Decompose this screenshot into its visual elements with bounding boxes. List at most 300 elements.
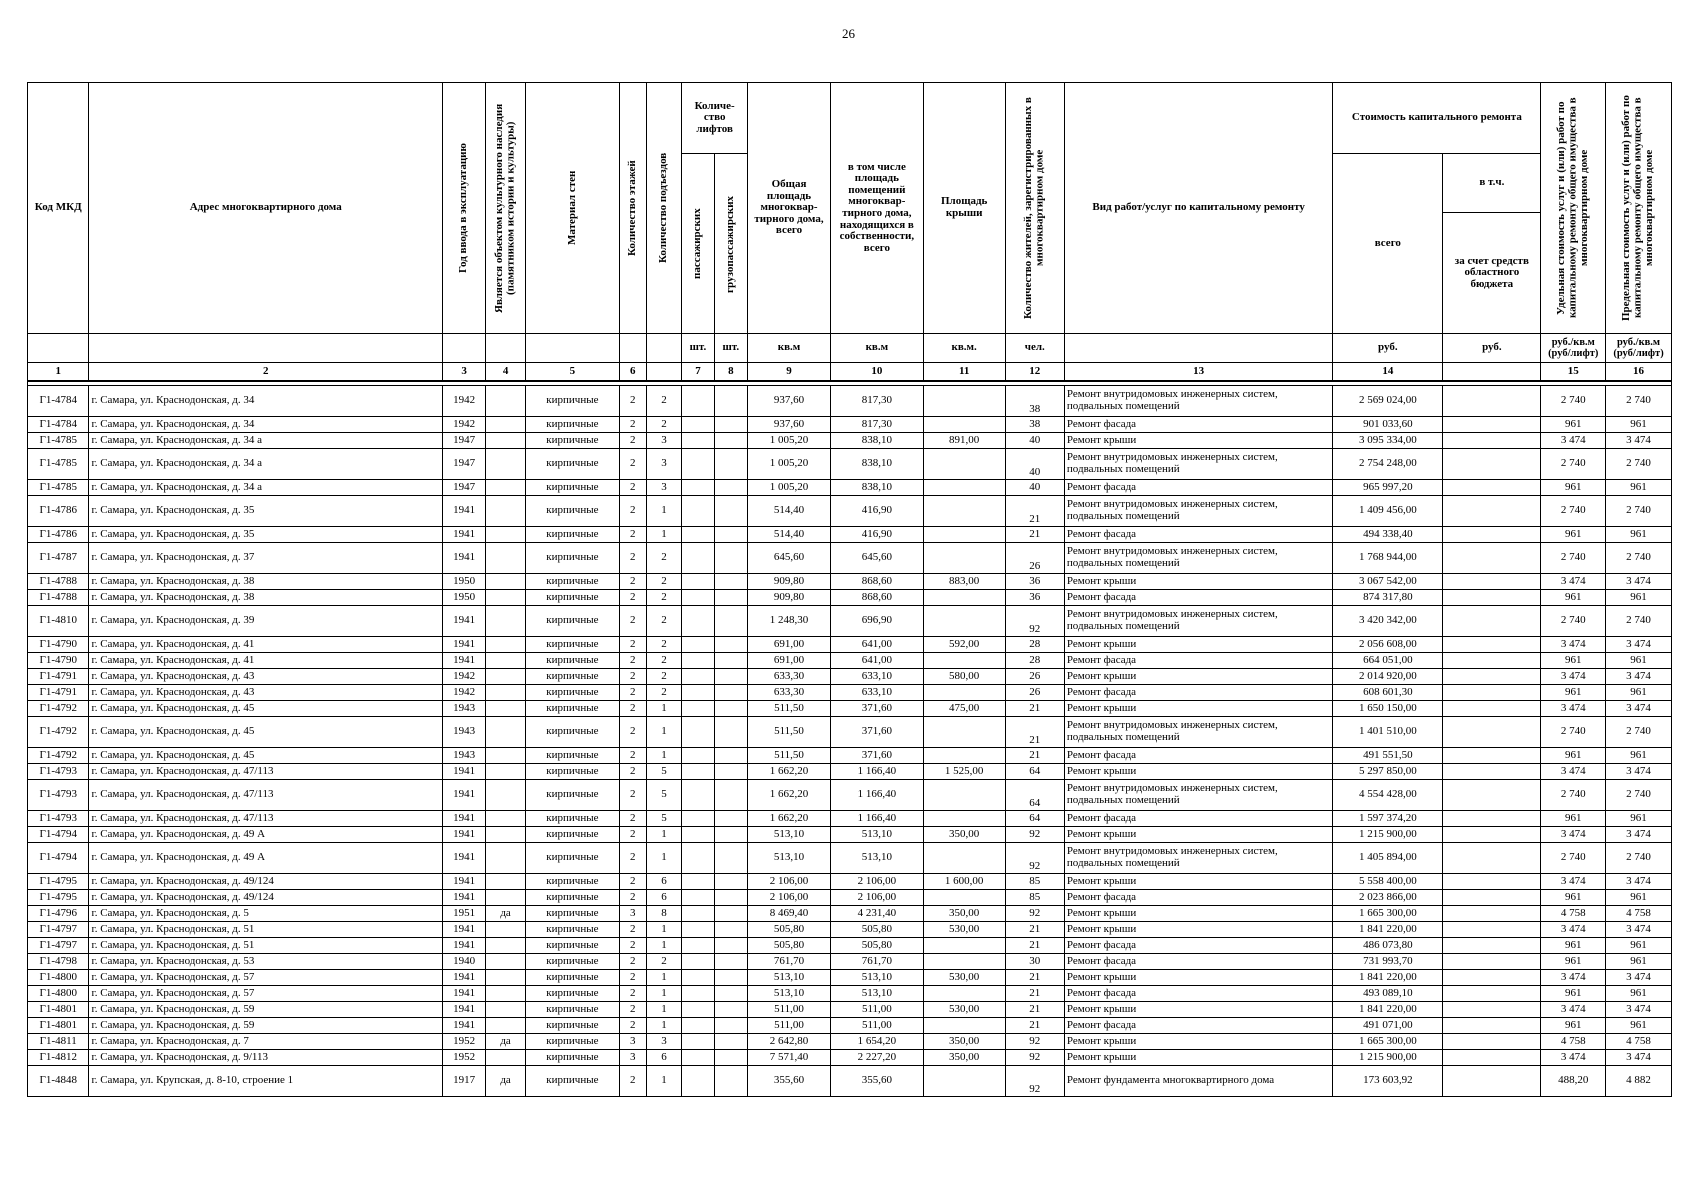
row-work-type: Ремонт фасада bbox=[1064, 954, 1332, 970]
row-owned-area: 1 166,40 bbox=[831, 811, 924, 827]
row-code: Г1-4791 bbox=[28, 685, 89, 701]
table-row bbox=[28, 527, 1672, 543]
row-floors: 2 bbox=[619, 496, 646, 527]
row-residents: 92 bbox=[1005, 606, 1064, 637]
row-lifts-cargo bbox=[714, 1034, 747, 1050]
row-heritage bbox=[486, 685, 526, 701]
row-roof-area bbox=[923, 954, 1005, 970]
row-work-type: Ремонт фасада bbox=[1064, 938, 1332, 954]
col-number: 11 bbox=[923, 363, 1005, 382]
row-total-area: 511,50 bbox=[748, 717, 831, 748]
row-unit-cost: 2 740 bbox=[1541, 386, 1606, 417]
row-cost-total: 2 056 608,00 bbox=[1333, 637, 1443, 653]
row-material: кирпичные bbox=[526, 874, 620, 890]
table-row bbox=[28, 811, 1672, 827]
row-max-cost: 3 474 bbox=[1606, 637, 1672, 653]
row-year: 1943 bbox=[443, 748, 486, 764]
row-material: кирпичные bbox=[526, 1034, 620, 1050]
row-total-area: 2 106,00 bbox=[748, 890, 831, 906]
row-cost-regional bbox=[1443, 637, 1541, 653]
row-unit-cost: 4 758 bbox=[1541, 906, 1606, 922]
row-material: кирпичные bbox=[526, 685, 620, 701]
row-residents: 92 bbox=[1005, 1050, 1064, 1066]
row-material: кирпичные bbox=[526, 780, 620, 811]
row-material: кирпичные bbox=[526, 906, 620, 922]
row-cost-regional bbox=[1443, 653, 1541, 669]
row-year: 1941 bbox=[443, 543, 486, 574]
row-heritage bbox=[486, 764, 526, 780]
row-residents: 21 bbox=[1005, 717, 1064, 748]
row-unit-cost: 3 474 bbox=[1541, 669, 1606, 685]
header-heritage: Является объектом культурного наследия (памятником истории и культуры) bbox=[493, 103, 517, 313]
row-address: г. Самара, ул. Краснодонская, д. 35 bbox=[89, 527, 443, 543]
col-number: 1 bbox=[28, 363, 89, 382]
row-cost-total: 1 768 944,00 bbox=[1333, 543, 1443, 574]
row-cost-regional bbox=[1443, 954, 1541, 970]
row-unit-cost: 488,20 bbox=[1541, 1066, 1606, 1097]
row-cost-total: 2 023 866,00 bbox=[1333, 890, 1443, 906]
row-cost-regional bbox=[1443, 906, 1541, 922]
row-code: Г1-4788 bbox=[28, 574, 89, 590]
table-row bbox=[28, 496, 1672, 527]
row-code: Г1-4794 bbox=[28, 827, 89, 843]
row-entrances: 3 bbox=[646, 1034, 682, 1050]
row-max-cost: 961 bbox=[1606, 417, 1672, 433]
row-code: Г1-4798 bbox=[28, 954, 89, 970]
row-owned-area: 4 231,40 bbox=[831, 906, 924, 922]
row-unit-cost: 961 bbox=[1541, 811, 1606, 827]
header-address: Адрес многоквартирного дома bbox=[89, 83, 443, 334]
row-total-area: 909,80 bbox=[748, 590, 831, 606]
row-max-cost: 961 bbox=[1606, 527, 1672, 543]
header-roof-area: Площадь крыши bbox=[923, 83, 1005, 334]
row-lifts-passenger bbox=[682, 606, 714, 637]
row-year: 1941 bbox=[443, 811, 486, 827]
header-lifts-passenger: пассажирских bbox=[691, 208, 704, 279]
row-unit-cost: 2 740 bbox=[1541, 780, 1606, 811]
row-total-area: 937,60 bbox=[748, 417, 831, 433]
header-residents: Количество жителей, зарегистрированных в многоквартирном доме bbox=[1022, 97, 1046, 319]
row-floors: 3 bbox=[619, 906, 646, 922]
row-owned-area: 1 166,40 bbox=[831, 780, 924, 811]
row-cost-regional bbox=[1443, 764, 1541, 780]
row-year: 1917 bbox=[443, 1066, 486, 1097]
row-lifts-cargo bbox=[714, 954, 747, 970]
row-cost-total: 1 665 300,00 bbox=[1333, 906, 1443, 922]
row-material: кирпичные bbox=[526, 386, 620, 417]
row-max-cost: 3 474 bbox=[1606, 1002, 1672, 1018]
row-owned-area: 511,00 bbox=[831, 1002, 924, 1018]
row-year: 1941 bbox=[443, 1002, 486, 1018]
row-lifts-passenger bbox=[682, 653, 714, 669]
row-floors: 2 bbox=[619, 748, 646, 764]
row-lifts-passenger bbox=[682, 827, 714, 843]
row-work-type: Ремонт крыши bbox=[1064, 637, 1332, 653]
row-owned-area: 2 227,20 bbox=[831, 1050, 924, 1066]
row-residents: 21 bbox=[1005, 970, 1064, 986]
row-roof-area bbox=[923, 748, 1005, 764]
row-owned-area: 513,10 bbox=[831, 843, 924, 874]
row-total-area: 1 005,20 bbox=[748, 480, 831, 496]
row-entrances: 6 bbox=[646, 890, 682, 906]
row-max-cost: 961 bbox=[1606, 480, 1672, 496]
row-year: 1941 bbox=[443, 938, 486, 954]
row-total-area: 633,30 bbox=[748, 685, 831, 701]
row-address: г. Самара, ул. Краснодонская, д. 59 bbox=[89, 1002, 443, 1018]
table-row bbox=[28, 938, 1672, 954]
row-residents: 21 bbox=[1005, 748, 1064, 764]
row-material: кирпичные bbox=[526, 543, 620, 574]
row-max-cost: 2 740 bbox=[1606, 606, 1672, 637]
row-cost-regional bbox=[1443, 669, 1541, 685]
table-row bbox=[28, 574, 1672, 590]
row-lifts-cargo bbox=[714, 717, 747, 748]
row-lifts-passenger bbox=[682, 922, 714, 938]
row-lifts-cargo bbox=[714, 986, 747, 1002]
row-cost-regional bbox=[1443, 717, 1541, 748]
row-roof-area bbox=[923, 1066, 1005, 1097]
row-cost-total: 1 597 374,20 bbox=[1333, 811, 1443, 827]
row-owned-area: 511,00 bbox=[831, 1018, 924, 1034]
row-total-area: 514,40 bbox=[748, 527, 831, 543]
row-heritage bbox=[486, 970, 526, 986]
row-lifts-passenger bbox=[682, 386, 714, 417]
unit-rub-sqm: руб./кв.м (руб/лифт) bbox=[1541, 334, 1606, 363]
row-unit-cost: 961 bbox=[1541, 890, 1606, 906]
table-row bbox=[28, 922, 1672, 938]
row-address: г. Самара, ул. Краснодонская, д. 45 bbox=[89, 748, 443, 764]
row-year: 1947 bbox=[443, 449, 486, 480]
table-row bbox=[28, 653, 1672, 669]
row-lifts-cargo bbox=[714, 1018, 747, 1034]
row-cost-regional bbox=[1443, 543, 1541, 574]
row-heritage bbox=[486, 780, 526, 811]
row-address: г. Самара, ул. Краснодонская, д. 47/113 bbox=[89, 780, 443, 811]
row-material: кирпичные bbox=[526, 827, 620, 843]
row-heritage bbox=[486, 954, 526, 970]
row-unit-cost: 3 474 bbox=[1541, 874, 1606, 890]
header-material: Материал стен bbox=[565, 170, 578, 246]
row-lifts-cargo bbox=[714, 480, 747, 496]
row-residents: 92 bbox=[1005, 827, 1064, 843]
table-row bbox=[28, 1018, 1672, 1034]
row-entrances: 1 bbox=[646, 717, 682, 748]
row-material: кирпичные bbox=[526, 1050, 620, 1066]
table-row bbox=[28, 970, 1672, 986]
row-max-cost: 961 bbox=[1606, 938, 1672, 954]
row-residents: 92 bbox=[1005, 1066, 1064, 1097]
row-lifts-passenger bbox=[682, 449, 714, 480]
row-material: кирпичные bbox=[526, 653, 620, 669]
row-year: 1941 bbox=[443, 780, 486, 811]
col-number bbox=[646, 363, 682, 382]
row-unit-cost: 2 740 bbox=[1541, 606, 1606, 637]
row-cost-regional bbox=[1443, 386, 1541, 417]
row-entrances: 1 bbox=[646, 970, 682, 986]
row-floors: 2 bbox=[619, 653, 646, 669]
row-material: кирпичные bbox=[526, 1018, 620, 1034]
row-total-area: 8 469,40 bbox=[748, 906, 831, 922]
row-max-cost: 3 474 bbox=[1606, 874, 1672, 890]
row-material: кирпичные bbox=[526, 701, 620, 717]
row-lifts-passenger bbox=[682, 637, 714, 653]
row-cost-total: 965 997,20 bbox=[1333, 480, 1443, 496]
row-lifts-passenger bbox=[682, 780, 714, 811]
row-owned-area: 355,60 bbox=[831, 1066, 924, 1097]
row-owned-area: 2 106,00 bbox=[831, 890, 924, 906]
row-unit-cost: 3 474 bbox=[1541, 970, 1606, 986]
row-roof-area: 350,00 bbox=[923, 1050, 1005, 1066]
row-roof-area bbox=[923, 685, 1005, 701]
row-owned-area: 505,80 bbox=[831, 922, 924, 938]
row-address: г. Самара, ул. Краснодонская, д. 34 bbox=[89, 417, 443, 433]
row-unit-cost: 2 740 bbox=[1541, 717, 1606, 748]
row-entrances: 1 bbox=[646, 701, 682, 717]
row-roof-area bbox=[923, 890, 1005, 906]
row-max-cost: 961 bbox=[1606, 1018, 1672, 1034]
row-address: г. Самара, ул. Краснодонская, д. 49/124 bbox=[89, 874, 443, 890]
row-material: кирпичные bbox=[526, 954, 620, 970]
row-code: Г1-4792 bbox=[28, 748, 89, 764]
row-lifts-passenger bbox=[682, 701, 714, 717]
row-cost-total: 2 569 024,00 bbox=[1333, 386, 1443, 417]
row-lifts-cargo bbox=[714, 906, 747, 922]
header-lifts-cargo: грузопассажирских bbox=[724, 194, 737, 293]
row-year: 1941 bbox=[443, 653, 486, 669]
row-year: 1950 bbox=[443, 590, 486, 606]
row-roof-area bbox=[923, 590, 1005, 606]
row-residents: 40 bbox=[1005, 480, 1064, 496]
row-code: Г1-4797 bbox=[28, 938, 89, 954]
col-number: 10 bbox=[831, 363, 924, 382]
page-number: 26 bbox=[842, 26, 855, 41]
row-cost-regional bbox=[1443, 922, 1541, 938]
header-total-area: Общая площадь многоквар-тирного дома, всего bbox=[748, 83, 831, 334]
row-work-type: Ремонт крыши bbox=[1064, 701, 1332, 717]
row-year: 1941 bbox=[443, 764, 486, 780]
row-cost-regional bbox=[1443, 843, 1541, 874]
col-number bbox=[1443, 363, 1541, 382]
row-cost-regional bbox=[1443, 938, 1541, 954]
row-heritage bbox=[486, 938, 526, 954]
row-entrances: 1 bbox=[646, 1066, 682, 1097]
row-work-type: Ремонт фасада bbox=[1064, 480, 1332, 496]
row-cost-regional bbox=[1443, 1018, 1541, 1034]
row-unit-cost: 2 740 bbox=[1541, 449, 1606, 480]
table-body bbox=[28, 381, 1672, 1097]
row-total-area: 7 571,40 bbox=[748, 1050, 831, 1066]
row-unit-cost: 4 758 bbox=[1541, 1034, 1606, 1050]
row-max-cost: 2 740 bbox=[1606, 386, 1672, 417]
row-year: 1941 bbox=[443, 843, 486, 874]
row-residents: 21 bbox=[1005, 986, 1064, 1002]
row-roof-area bbox=[923, 717, 1005, 748]
row-roof-area bbox=[923, 938, 1005, 954]
row-residents: 21 bbox=[1005, 496, 1064, 527]
row-unit-cost: 3 474 bbox=[1541, 637, 1606, 653]
row-roof-area bbox=[923, 986, 1005, 1002]
row-total-area: 1 005,20 bbox=[748, 449, 831, 480]
row-entrances: 1 bbox=[646, 527, 682, 543]
table-row bbox=[28, 780, 1672, 811]
row-year: 1943 bbox=[443, 701, 486, 717]
row-lifts-passenger bbox=[682, 543, 714, 574]
row-max-cost: 3 474 bbox=[1606, 764, 1672, 780]
row-entrances: 2 bbox=[646, 386, 682, 417]
row-work-type: Ремонт фасада bbox=[1064, 590, 1332, 606]
row-code: Г1-4800 bbox=[28, 986, 89, 1002]
row-code: Г1-4811 bbox=[28, 1034, 89, 1050]
row-cost-regional bbox=[1443, 433, 1541, 449]
table-row bbox=[28, 890, 1672, 906]
row-heritage bbox=[486, 874, 526, 890]
row-cost-total: 491 551,50 bbox=[1333, 748, 1443, 764]
row-owned-area: 505,80 bbox=[831, 938, 924, 954]
table-row bbox=[28, 717, 1672, 748]
row-floors: 2 bbox=[619, 827, 646, 843]
row-roof-area bbox=[923, 606, 1005, 637]
unit-rub: руб. bbox=[1443, 334, 1541, 363]
row-floors: 2 bbox=[619, 874, 646, 890]
row-residents: 26 bbox=[1005, 669, 1064, 685]
row-roof-area bbox=[923, 496, 1005, 527]
row-floors: 2 bbox=[619, 637, 646, 653]
row-residents: 64 bbox=[1005, 811, 1064, 827]
row-entrances: 1 bbox=[646, 1018, 682, 1034]
row-heritage bbox=[486, 574, 526, 590]
row-roof-area bbox=[923, 780, 1005, 811]
row-lifts-passenger bbox=[682, 1034, 714, 1050]
row-code: Г1-4790 bbox=[28, 637, 89, 653]
row-unit-cost: 3 474 bbox=[1541, 922, 1606, 938]
row-cost-regional bbox=[1443, 780, 1541, 811]
row-lifts-cargo bbox=[714, 527, 747, 543]
row-owned-area: 371,60 bbox=[831, 717, 924, 748]
row-work-type: Ремонт крыши bbox=[1064, 827, 1332, 843]
row-address: г. Самара, ул. Краснодонская, д. 51 bbox=[89, 938, 443, 954]
row-material: кирпичные bbox=[526, 496, 620, 527]
row-max-cost: 2 740 bbox=[1606, 717, 1672, 748]
row-material: кирпичные bbox=[526, 922, 620, 938]
row-heritage bbox=[486, 748, 526, 764]
row-cost-total: 493 089,10 bbox=[1333, 986, 1443, 1002]
row-unit-cost: 961 bbox=[1541, 480, 1606, 496]
row-material: кирпичные bbox=[526, 527, 620, 543]
row-unit-cost: 3 474 bbox=[1541, 433, 1606, 449]
row-heritage bbox=[486, 543, 526, 574]
row-floors: 2 bbox=[619, 717, 646, 748]
row-residents: 28 bbox=[1005, 637, 1064, 653]
row-cost-total: 1 215 900,00 bbox=[1333, 827, 1443, 843]
row-address: г. Самара, ул. Краснодонская, д. 49 А bbox=[89, 843, 443, 874]
row-work-type: Ремонт крыши bbox=[1064, 574, 1332, 590]
row-material: кирпичные bbox=[526, 449, 620, 480]
row-heritage: да bbox=[486, 1034, 526, 1050]
row-heritage bbox=[486, 417, 526, 433]
row-lifts-passenger bbox=[682, 574, 714, 590]
row-address: г. Самара, ул. Краснодонская, д. 37 bbox=[89, 543, 443, 574]
row-entrances: 1 bbox=[646, 827, 682, 843]
row-lifts-cargo bbox=[714, 685, 747, 701]
row-max-cost: 961 bbox=[1606, 890, 1672, 906]
row-address: г. Самара, ул. Краснодонская, д. 34 а bbox=[89, 433, 443, 449]
row-max-cost: 4 882 bbox=[1606, 1066, 1672, 1097]
row-max-cost: 961 bbox=[1606, 954, 1672, 970]
row-year: 1947 bbox=[443, 480, 486, 496]
row-cost-total: 3 095 334,00 bbox=[1333, 433, 1443, 449]
row-lifts-cargo bbox=[714, 574, 747, 590]
column-number-row bbox=[28, 363, 1672, 382]
table-row bbox=[28, 1050, 1672, 1066]
row-lifts-cargo bbox=[714, 433, 747, 449]
header-cost: Стоимость капитального ремонта bbox=[1333, 83, 1541, 154]
row-material: кирпичные bbox=[526, 748, 620, 764]
header-cost-regional: за счет средств областного бюджета bbox=[1443, 213, 1541, 334]
row-owned-area: 761,70 bbox=[831, 954, 924, 970]
row-entrances: 6 bbox=[646, 874, 682, 890]
row-lifts-passenger bbox=[682, 748, 714, 764]
row-max-cost: 961 bbox=[1606, 590, 1672, 606]
row-unit-cost: 3 474 bbox=[1541, 764, 1606, 780]
row-roof-area bbox=[923, 653, 1005, 669]
row-total-area: 633,30 bbox=[748, 669, 831, 685]
row-lifts-passenger bbox=[682, 811, 714, 827]
row-cost-regional bbox=[1443, 606, 1541, 637]
row-lifts-cargo bbox=[714, 890, 747, 906]
row-cost-total: 874 317,80 bbox=[1333, 590, 1443, 606]
row-max-cost: 961 bbox=[1606, 748, 1672, 764]
row-lifts-cargo bbox=[714, 637, 747, 653]
row-lifts-passenger bbox=[682, 590, 714, 606]
row-floors: 2 bbox=[619, 938, 646, 954]
row-cost-regional bbox=[1443, 1066, 1541, 1097]
unit-pcs: шт. bbox=[682, 334, 714, 363]
row-unit-cost: 3 474 bbox=[1541, 1002, 1606, 1018]
row-owned-area: 838,10 bbox=[831, 433, 924, 449]
row-total-area: 511,00 bbox=[748, 1002, 831, 1018]
row-residents: 92 bbox=[1005, 906, 1064, 922]
row-roof-area: 592,00 bbox=[923, 637, 1005, 653]
row-unit-cost: 3 474 bbox=[1541, 574, 1606, 590]
row-entrances: 2 bbox=[646, 606, 682, 637]
row-unit-cost: 961 bbox=[1541, 590, 1606, 606]
row-cost-regional bbox=[1443, 986, 1541, 1002]
row-code: Г1-4785 bbox=[28, 449, 89, 480]
row-total-area: 2 642,80 bbox=[748, 1034, 831, 1050]
row-cost-regional bbox=[1443, 496, 1541, 527]
row-year: 1941 bbox=[443, 986, 486, 1002]
row-lifts-passenger bbox=[682, 527, 714, 543]
row-lifts-cargo bbox=[714, 653, 747, 669]
col-number: 14 bbox=[1333, 363, 1443, 382]
header-cost-incl: в т.ч. bbox=[1443, 154, 1541, 213]
row-lifts-passenger bbox=[682, 417, 714, 433]
row-cost-total: 1 650 150,00 bbox=[1333, 701, 1443, 717]
row-floors: 2 bbox=[619, 954, 646, 970]
row-year: 1942 bbox=[443, 669, 486, 685]
row-unit-cost: 2 740 bbox=[1541, 496, 1606, 527]
row-work-type: Ремонт фасада bbox=[1064, 1018, 1332, 1034]
row-lifts-cargo bbox=[714, 543, 747, 574]
row-cost-total: 4 554 428,00 bbox=[1333, 780, 1443, 811]
row-cost-total: 1 401 510,00 bbox=[1333, 717, 1443, 748]
row-roof-area: 1 525,00 bbox=[923, 764, 1005, 780]
col-number: 5 bbox=[526, 363, 620, 382]
row-year: 1941 bbox=[443, 970, 486, 986]
row-material: кирпичные bbox=[526, 717, 620, 748]
row-max-cost: 3 474 bbox=[1606, 669, 1672, 685]
row-owned-area: 817,30 bbox=[831, 417, 924, 433]
